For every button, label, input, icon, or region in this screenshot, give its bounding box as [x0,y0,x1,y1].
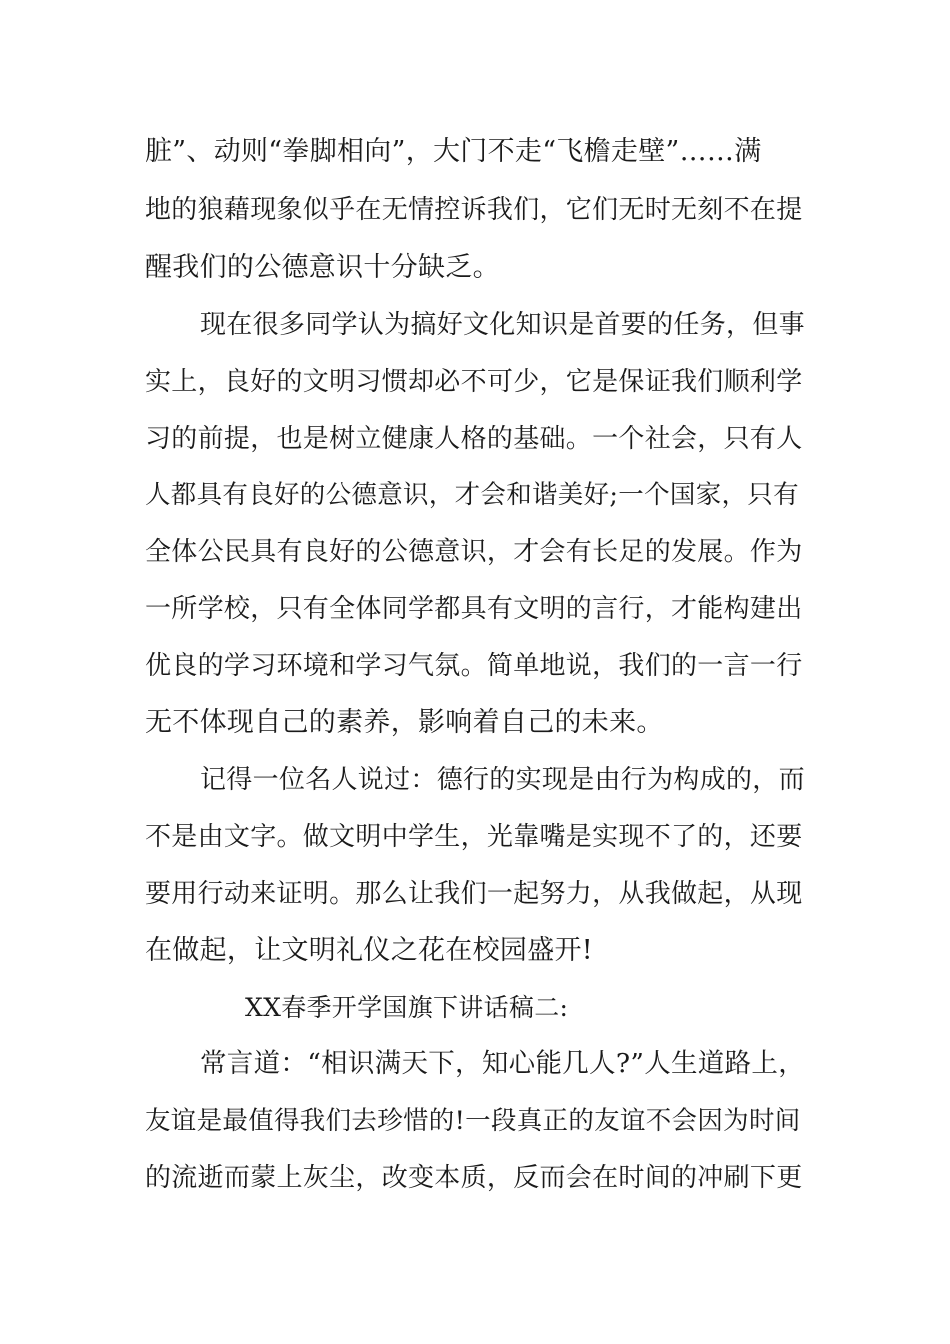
text-line: 在做起，让文明礼仪之花在校园盛开! [145,935,593,966]
text-line: 实上，良好的文明习惯却必不可少，它是保证我们顺利学 [145,367,803,397]
text-line: 现在很多同学认为搞好文化知识是首要的任务，但事 [200,310,805,340]
text-line: 醒我们的公德意识十分缺乏。 [145,252,500,283]
text-line: 记得一位名人说过：德行的实现是由行为构成的，而 [200,765,805,795]
text-line: 一所学校，只有全体同学都具有文明的言行，才能构建出 [145,594,803,624]
text-line: 人都具有良好的公德意识，才会和谐美好;一个国家，只有 [145,480,799,510]
text-line: 不是由文字。做文明中学生，光靠嘴是实现不了的，还要 [145,822,803,852]
text-line: 无不体现自己的素养，影响着自己的未来。 [145,707,664,738]
text-line: 习的前提，也是树立健康人格的基础。一个社会，只有人 [145,424,803,454]
text-line: 地的狼藉现象似乎在无情控诉我们，它们无时无刻不在提 [145,195,803,225]
text-line: 优良的学习环境和学习气氛。简单地说，我们的一言一行 [145,651,803,681]
section-heading: XX春季开学国旗下讲话稿二: [245,993,569,1022]
text-line: 的流逝而蒙上灰尘，改变本质，反而会在时间的冲刷下更 [145,1163,803,1193]
text-line: 全体公民具有良好的公德意识，才会有长足的发展。作为 [145,537,803,567]
text-line: 要用行动来证明。那么让我们一起努力，从我做起，从现 [145,879,803,909]
text-line: 常言道：“相识满天下，知心能几人?”人生道路上， [200,1048,806,1079]
text-line: 脏”、动则“拳脚相向”，大门不走“飞檐走壁”……满 [145,136,762,167]
text-line: 友谊是最值得我们去珍惜的!一段真正的友谊不会因为时间 [145,1106,801,1136]
